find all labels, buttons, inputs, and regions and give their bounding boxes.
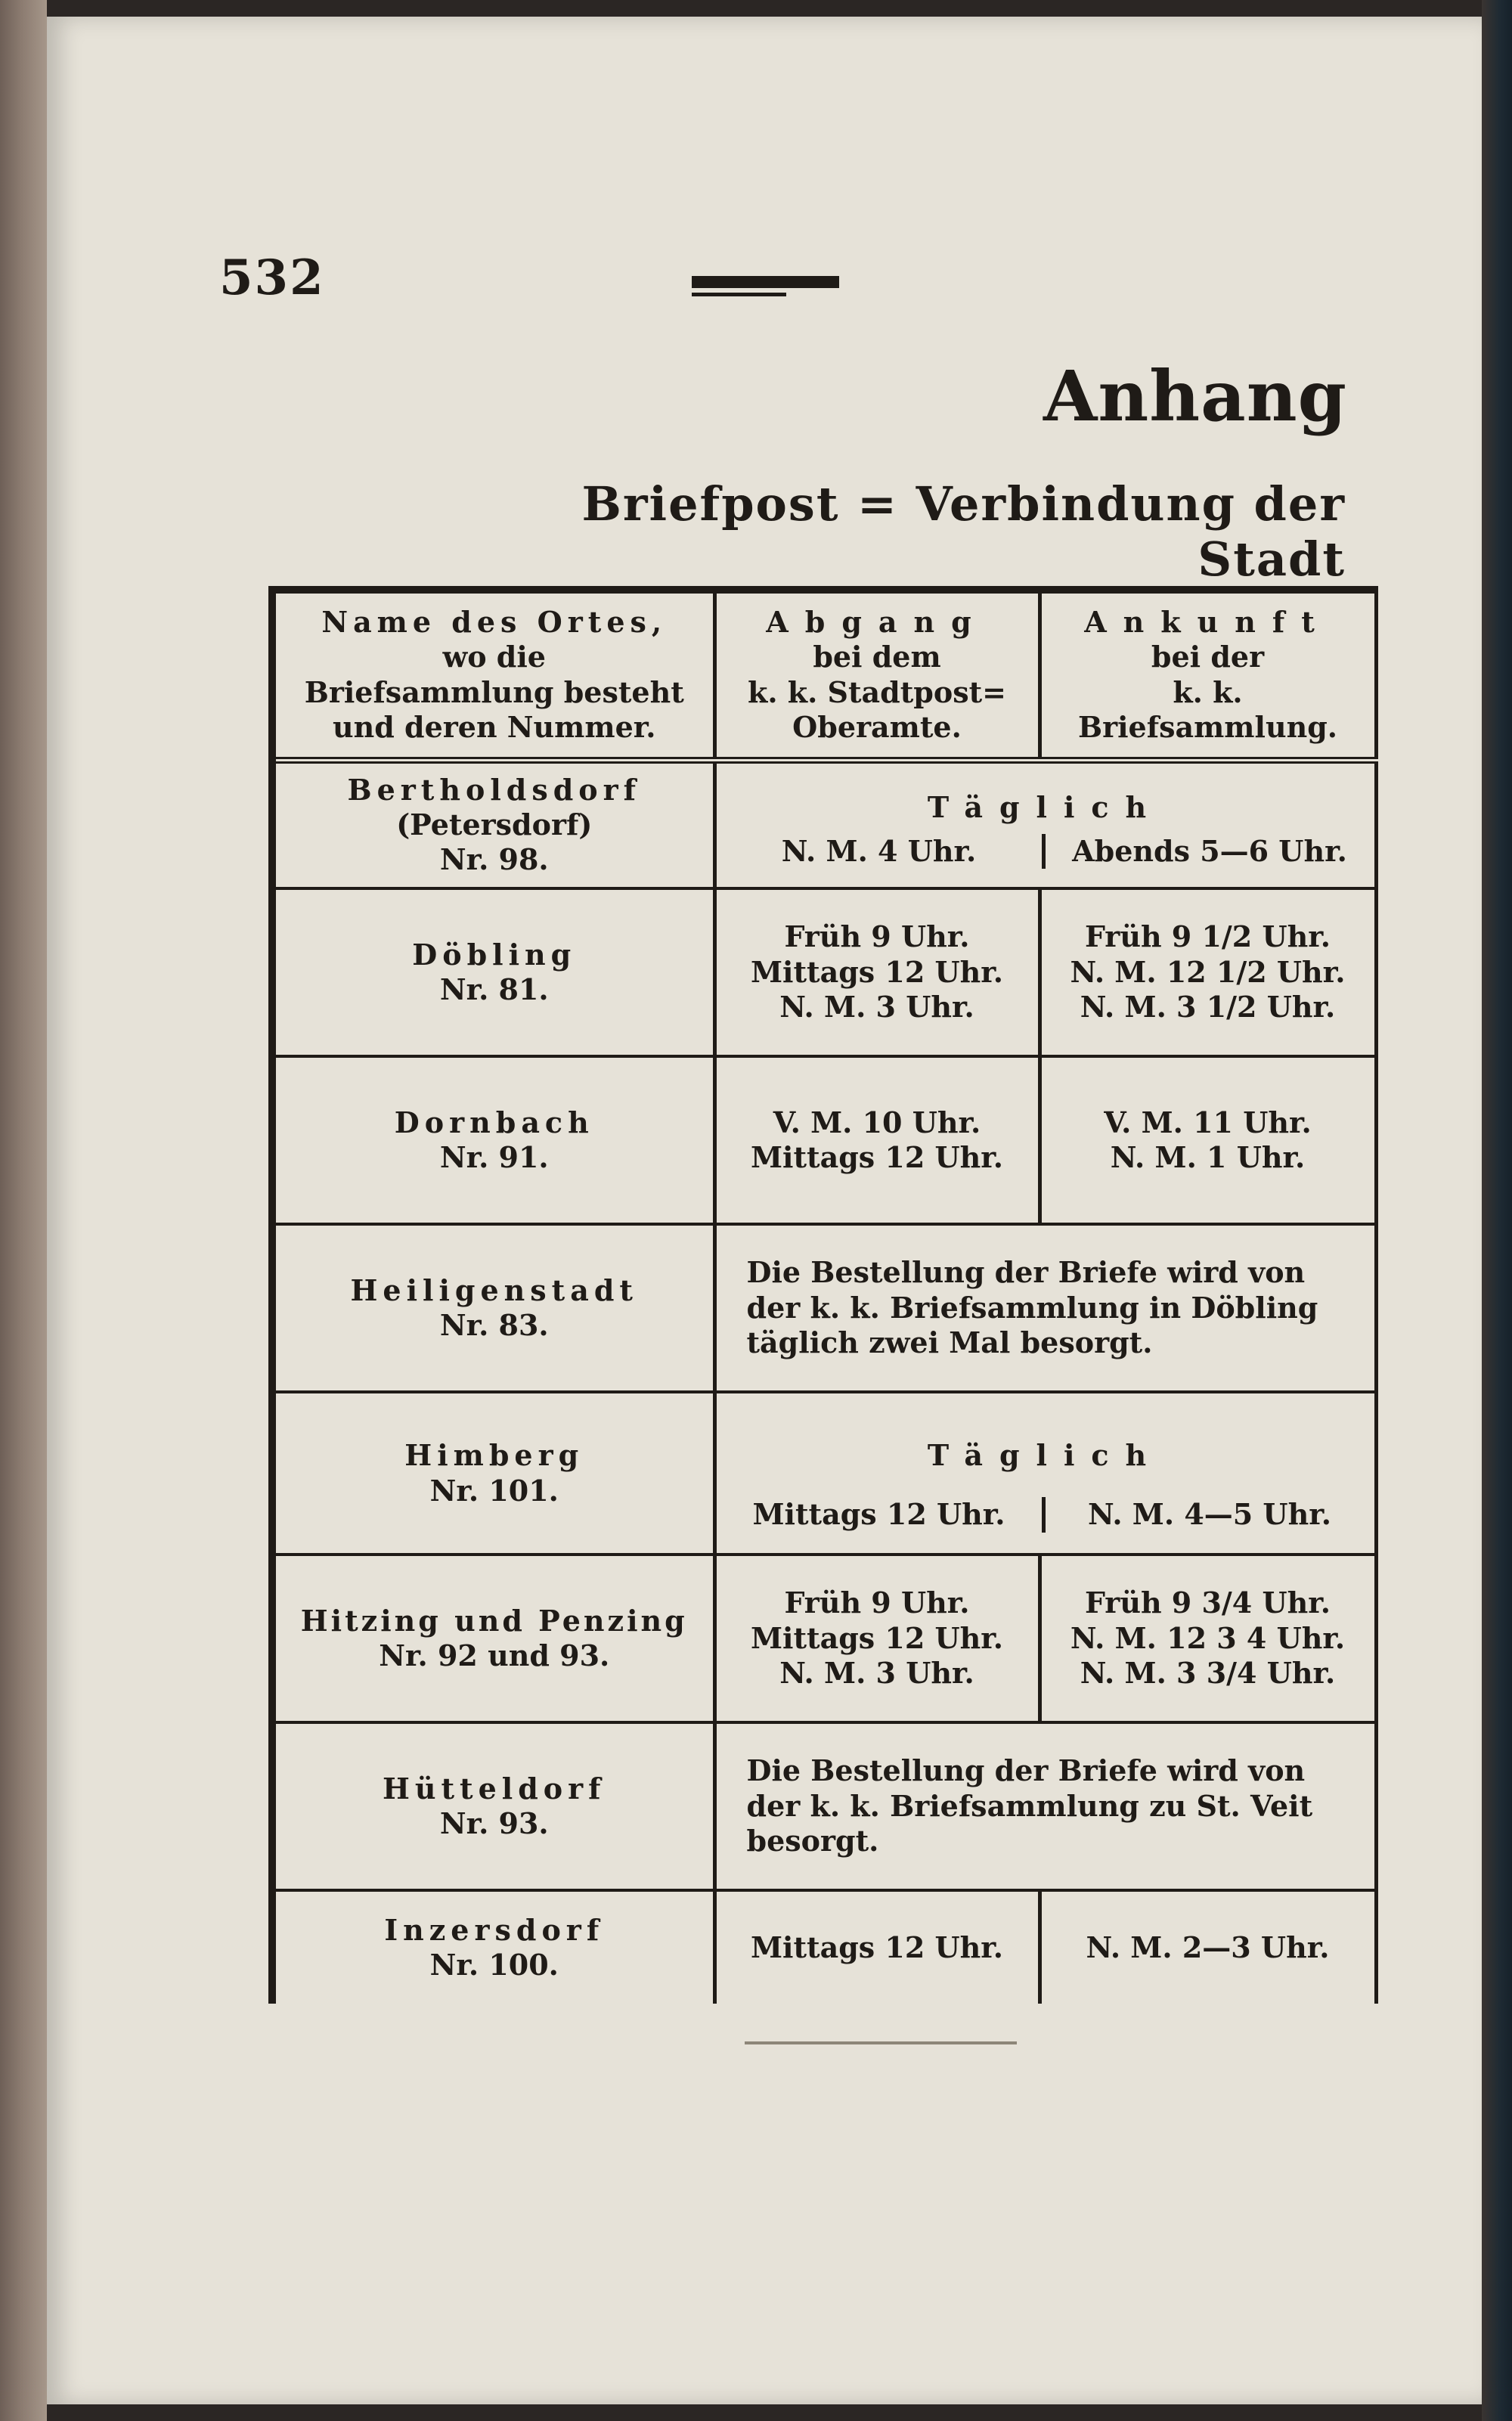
place-number: Nr. 100.: [429, 1948, 559, 1982]
place-name: Bertholdsdorf: [347, 772, 642, 807]
arrival-cell: [1040, 1555, 1376, 1722]
departure-cell: [714, 1555, 1040, 1722]
place-cell: [272, 1056, 714, 1224]
place-cell: [272, 1555, 714, 1722]
place-number: Nr. 81.: [439, 972, 549, 1006]
arrival-cell: [1040, 1056, 1376, 1224]
header-departure-line: bei dem: [813, 640, 941, 674]
note-line: täglich zwei Mal besorgt.: [746, 1325, 1153, 1360]
departure-cell: [714, 1890, 1040, 2004]
note-line: Die Bestellung der Briefe wird von: [746, 1255, 1306, 1290]
note-line: besorgt.: [746, 1824, 879, 1858]
place-name: Hitzing und Penzing: [300, 1603, 688, 1638]
header-departure-line: Abgang: [766, 605, 988, 640]
table-row: [272, 1392, 1376, 1555]
place-cell: [272, 1722, 714, 1890]
arrival-cell: [1040, 1890, 1376, 2004]
departure-time: N. M. 3 Uhr.: [779, 990, 974, 1025]
place-number: Nr. 101.: [429, 1473, 559, 1508]
page-number: 532: [219, 250, 325, 306]
departure-time: Früh 9 Uhr.: [784, 919, 970, 954]
place-name: Dornbach: [394, 1105, 594, 1139]
place-cell: [272, 888, 714, 1056]
header-arrival-line: bei der: [1151, 640, 1265, 674]
note-line: der k. k. Briefsammlung zu St. Veit: [746, 1788, 1313, 1823]
table-row: [272, 1056, 1376, 1224]
table-header-row: [272, 590, 1376, 760]
page-title: Anhang: [1043, 355, 1347, 437]
place-name: Inzersdorf: [384, 1912, 605, 1947]
place-cell: [272, 1890, 714, 2004]
place-number: Nr. 93.: [439, 1806, 549, 1840]
arrival-time: N. M. 3 1/2 Uhr.: [1080, 990, 1336, 1025]
header-place-line: und deren Nummer.: [332, 710, 656, 745]
header-arrival-line: Ankunft: [1084, 605, 1331, 640]
arrival-cell: [1040, 888, 1376, 1056]
departure-time: Früh 9 Uhr.: [784, 1586, 970, 1620]
place-number: Nr. 92 und 93.: [379, 1638, 610, 1672]
departure-time: V. M. 10 Uhr.: [773, 1105, 981, 1139]
departure-time: Mittags 12 Uhr.: [750, 954, 1004, 989]
arrival-time: N. M. 12 3 4 Uhr.: [1070, 1620, 1346, 1655]
page-subtitle: Briefpost = Verbindung der Stadt: [581, 476, 1346, 587]
header-departure-line: Oberamte.: [792, 710, 962, 745]
header-place-line: wo die: [442, 640, 546, 674]
departure-cell: [714, 1056, 1040, 1224]
departure-time: Mittags 12 Uhr.: [750, 1620, 1004, 1655]
arrival-time: N. M. 4—5 Uhr.: [1088, 1497, 1331, 1532]
place-cell: [272, 1224, 714, 1392]
postal-table: [268, 586, 1372, 2015]
arrival-time: V. M. 11 Uhr.: [1104, 1105, 1312, 1139]
arrival-time: N. M. 12 1/2 Uhr.: [1070, 954, 1346, 989]
table-row: [272, 888, 1376, 1056]
note-cell: [714, 1722, 1376, 1890]
schedule-cell: [714, 760, 1376, 888]
place-number: Nr. 91.: [439, 1140, 549, 1174]
place-name: Heiligenstadt: [350, 1272, 638, 1307]
departure-time: Mittags 12 Uhr.: [717, 1497, 1046, 1532]
daily-label: Täglich: [927, 789, 1163, 824]
table-row: [272, 1722, 1376, 1890]
note-cell: [714, 1224, 1376, 1392]
arrival-time: Abends 5—6 Uhr.: [1072, 834, 1347, 869]
place-cell: [272, 760, 714, 888]
place-name: Döbling: [412, 937, 577, 972]
departure-time: N. M. 3 Uhr.: [779, 1656, 974, 1691]
place-number: Nr. 83.: [439, 1308, 549, 1342]
place-subname: (Petersdorf): [396, 808, 593, 842]
departure-time: Mittags 12 Uhr.: [750, 1930, 1004, 1964]
table-row: [272, 1555, 1376, 1722]
arrival-time: N. M. 2—3 Uhr.: [1086, 1930, 1330, 1964]
place-name: Himberg: [404, 1438, 584, 1473]
departure-time: N. M. 4 Uhr.: [717, 834, 1046, 869]
note-line: Die Bestellung der Briefe wird von: [746, 1753, 1306, 1788]
place-number: Nr. 98.: [439, 842, 549, 877]
place-cell: [272, 1392, 714, 1555]
table-row: [272, 760, 1376, 888]
table-row: [272, 1890, 1376, 2004]
schedule-cell: [714, 1392, 1376, 1555]
place-name: Hütteldorf: [382, 1771, 606, 1806]
header-place-line: Briefsammlung besteht: [304, 674, 684, 709]
header-place-line: Name des Ortes,: [321, 605, 668, 640]
footer-rule: [745, 2041, 1017, 2044]
departure-cell: [714, 888, 1040, 1056]
header-departure-line: k. k. Stadtpost=: [747, 674, 1007, 709]
arrival-time: Früh 9 1/2 Uhr.: [1084, 919, 1331, 954]
note-line: der k. k. Briefsammlung in Döbling: [746, 1290, 1318, 1325]
header-arrival-line: k. k. Briefsammlung.: [1077, 674, 1338, 745]
arrival-time: N. M. 1 Uhr.: [1110, 1140, 1306, 1174]
header-departure: [714, 590, 1040, 760]
header-place: [272, 590, 714, 760]
book-spine: [0, 0, 47, 2421]
header-rule: [692, 276, 839, 288]
table-row: [272, 1224, 1376, 1392]
departure-time: Mittags 12 Uhr.: [750, 1140, 1004, 1174]
book-edge: [1482, 0, 1512, 2421]
daily-label: Täglich: [927, 1438, 1163, 1473]
header-arrival: [1040, 590, 1376, 760]
arrival-time: N. M. 3 3/4 Uhr.: [1080, 1656, 1336, 1691]
arrival-time: Früh 9 3/4 Uhr.: [1084, 1586, 1331, 1620]
